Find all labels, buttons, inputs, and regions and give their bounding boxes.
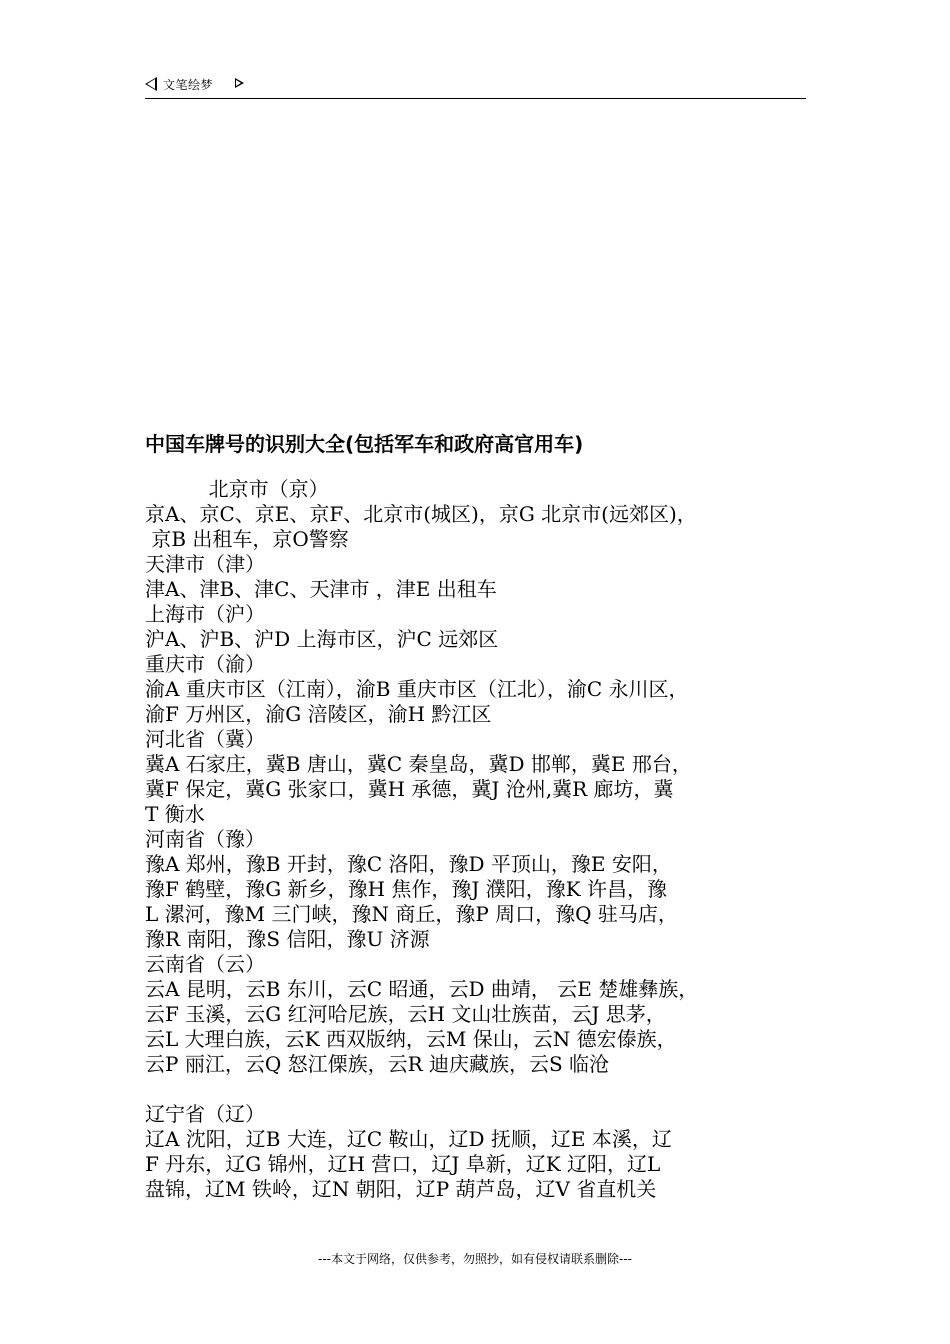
body-line: 豫R 南阳，豫S 信阳，豫U 济源 <box>145 927 430 951</box>
document-title: 中国车牌号的识别大全(包括军车和政府高官用车) <box>145 432 584 456</box>
body-line: F 丹东，辽G 锦州，辽H 营口，辽J 阜新，辽K 辽阳，辽L <box>145 1152 661 1176</box>
body-line <box>145 1077 825 1102</box>
body-line: 渝F 万州区，渝G 涪陵区，渝H 黔江区 <box>145 702 492 726</box>
document-body <box>145 477 825 1202</box>
page-footer: ---本文于网络，仅供参考，勿照抄，如有侵权请联系删除--- <box>318 1252 632 1266</box>
body-line: T 衡水 <box>145 802 205 826</box>
body-line: 辽A 沈阳，辽B 大连，辽C 鞍山，辽D 抚顺，辽E 本溪，辽 <box>145 1127 672 1151</box>
body-line: 云南省（云） <box>145 952 265 976</box>
body-line: 云P 丽江，云Q 怒江傈族，云R 迪庆藏族，云S 临沧 <box>145 1052 610 1076</box>
body-line: 云L 大理白族，云K 西双版纳，云M 保山，云N 德宏傣族， <box>145 1027 677 1051</box>
body-line: 天津市（津） <box>145 552 265 576</box>
page-header <box>145 74 806 99</box>
body-line: 渝A 重庆市区（江南），渝B 重庆市区（江北），渝C 永川区， <box>145 677 689 701</box>
triangle-left-icon <box>145 77 157 91</box>
body-line: 豫A 郑州，豫B 开封，豫C 洛阳，豫D 平顶山，豫E 安阳， <box>145 852 672 876</box>
body-line: 津A、津B、津C、天津市 ，津E 出租车 <box>145 577 497 601</box>
body-line: 冀A 石家庄，冀B 唐山，冀C 秦皇岛，冀D 邯郸，冀E 邢台， <box>145 752 692 776</box>
body-line: L 漯河，豫M 三门峡，豫N 商丘，豫P 周口，豫Q 驻马店， <box>145 902 678 926</box>
body-line: 京A、京C、京E、京F、北京市(城区)，京G 北京市(远郊区)， <box>145 502 697 526</box>
body-line: 河北省（冀） <box>145 727 265 751</box>
body-line: 河南省（豫） <box>145 827 265 851</box>
body-line: 北京市（京） <box>145 477 329 501</box>
body-line: 京B 出租车，京O警察 <box>145 527 349 551</box>
header-brand: 文笔绘梦 <box>163 78 214 92</box>
body-line: 辽宁省（辽） <box>145 1102 265 1126</box>
body-line: 上海市（沪） <box>145 602 265 626</box>
body-line: 云A 昆明，云B 东川，云C 昭通，云D 曲靖， 云E 楚雄彝族， <box>145 977 699 1001</box>
body-line: 云F 玉溪，云G 红河哈尼族，云H 文山壮族苗，云J 思茅， <box>145 1002 666 1026</box>
body-line: 冀F 保定，冀G 张家口，冀H 承德，冀J 沧州,冀R 廊坊，冀 <box>145 777 674 801</box>
body-line: 豫F 鹤壁，豫G 新乡，豫H 焦作，豫J 濮阳，豫K 许昌，豫 <box>145 877 668 901</box>
body-line: 沪A、沪B、沪D 上海市区，沪C 远郊区 <box>145 627 499 651</box>
body-line: 重庆市（渝） <box>145 652 265 676</box>
body-line: 盘锦，辽M 铁岭，辽N 朝阳，辽P 葫芦岛，辽V 省直机关 <box>145 1177 657 1201</box>
triangle-right-icon <box>235 78 244 88</box>
